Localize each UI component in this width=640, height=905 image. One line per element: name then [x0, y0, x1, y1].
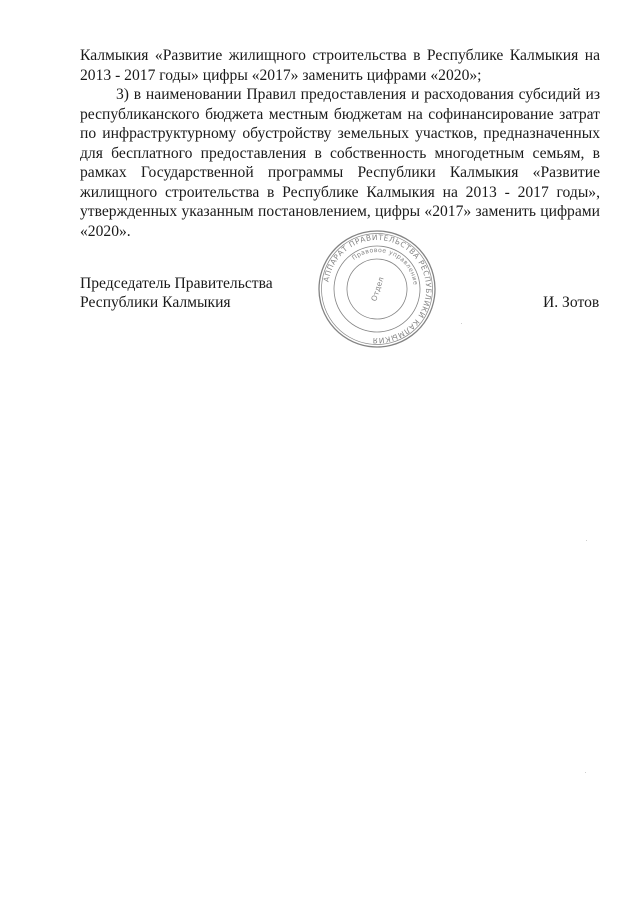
- document-body: [80, 46, 600, 241]
- seal-graphic: [308, 220, 446, 358]
- seal-outer-text: АППАРАТ ПРАВИТЕЛЬСТВА РЕСПУБЛИКИ КАЛМЫКИЯ: [321, 232, 434, 346]
- signatory-title: [80, 274, 273, 312]
- signatory-title-line-1: Председатель Правительства: [80, 275, 273, 292]
- paragraph-item-3: 3) в наименовании Правил предоставления и расходования субсидий из республиканского бюджета местным бюджетам на софинансирование затрат по инфраструктурному обустройству земельных участков, предназначенных для бесплатного предоставления в собственность многодетным семьям, в рамках Государственной программы Республики Калмыкия «Развитие жилищного строительства в Республике Калмыкия на 2013 - 2017 годы», утвержденных указанным постановлением, цифры «2017» заменить цифрами «2020».: [80, 86, 600, 240]
- paragraph-continuation: Калмыкия «Развитие жилищного строительства в Республике Калмыкия на 2013 - 2017 годы» цифры «2017» заменить цифрами «2020»;: [80, 47, 600, 84]
- seal-inner-text: Правовое управление: [350, 246, 419, 286]
- seal-center-text: Отдел: [369, 275, 386, 303]
- signatory-title-line-2: Республики Калмыкия: [80, 294, 231, 311]
- signatory-name: И. Зотов: [543, 294, 600, 311]
- scan-speck: [586, 540, 587, 541]
- scan-speck: [461, 323, 462, 324]
- scan-speck: [585, 772, 586, 773]
- official-seal-stamp: [308, 220, 446, 358]
